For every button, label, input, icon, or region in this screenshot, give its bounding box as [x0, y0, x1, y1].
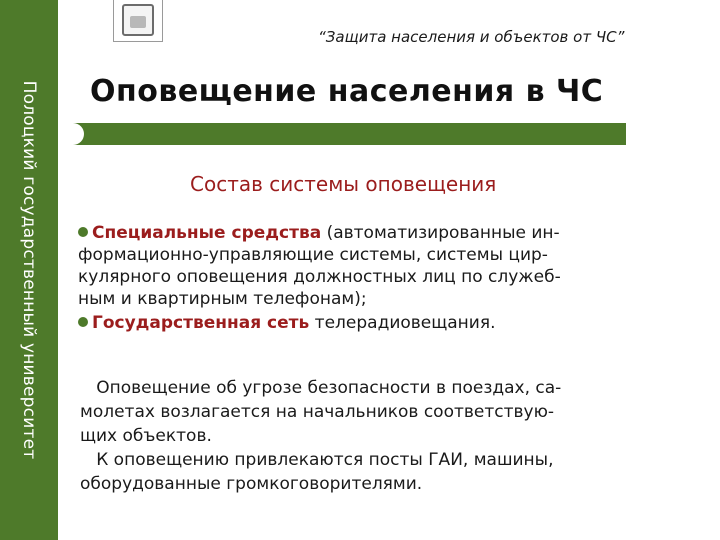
bullet-highlight: Специальные средства — [92, 223, 322, 243]
bullet-text: телерадиовещания. — [309, 313, 496, 333]
bullet-continuation: формационно-управляющие системы, системы цир- кулярного оповещения должностных лиц по служеб- ным и квартирным телефонам); — [78, 245, 561, 309]
bullet-list — [78, 222, 708, 336]
emblem-inner — [122, 4, 154, 36]
course-subtitle: “Защита населения и объектов от ЧС” — [318, 28, 625, 46]
bullet-dot-icon — [78, 317, 88, 327]
university-emblem-icon — [113, 0, 163, 42]
bullet-item-state-network — [78, 312, 708, 334]
university-name: Полоцкий государственный университет — [19, 80, 39, 460]
sidebar — [0, 0, 58, 540]
title-underline-bar — [68, 123, 626, 145]
bullet-text: (автоматизированные ин- — [321, 223, 560, 243]
title-bar-notch — [58, 123, 84, 145]
body-paragraph: Оповещение об угрозе безопасности в поездах, са- молетах возлагается на начальников соответствую- щих объектов. К оповещению привлекаются посты ГАИ, машины, оборудованные громкоговорителями. — [80, 378, 562, 494]
slide-title: Оповещение населения в ЧС — [90, 74, 604, 109]
section-heading: Состав системы оповещения — [190, 172, 497, 196]
bullet-dot-icon — [78, 227, 88, 237]
bullet-item-special-means — [78, 222, 708, 310]
bullet-highlight: Государственная сеть — [92, 313, 310, 333]
